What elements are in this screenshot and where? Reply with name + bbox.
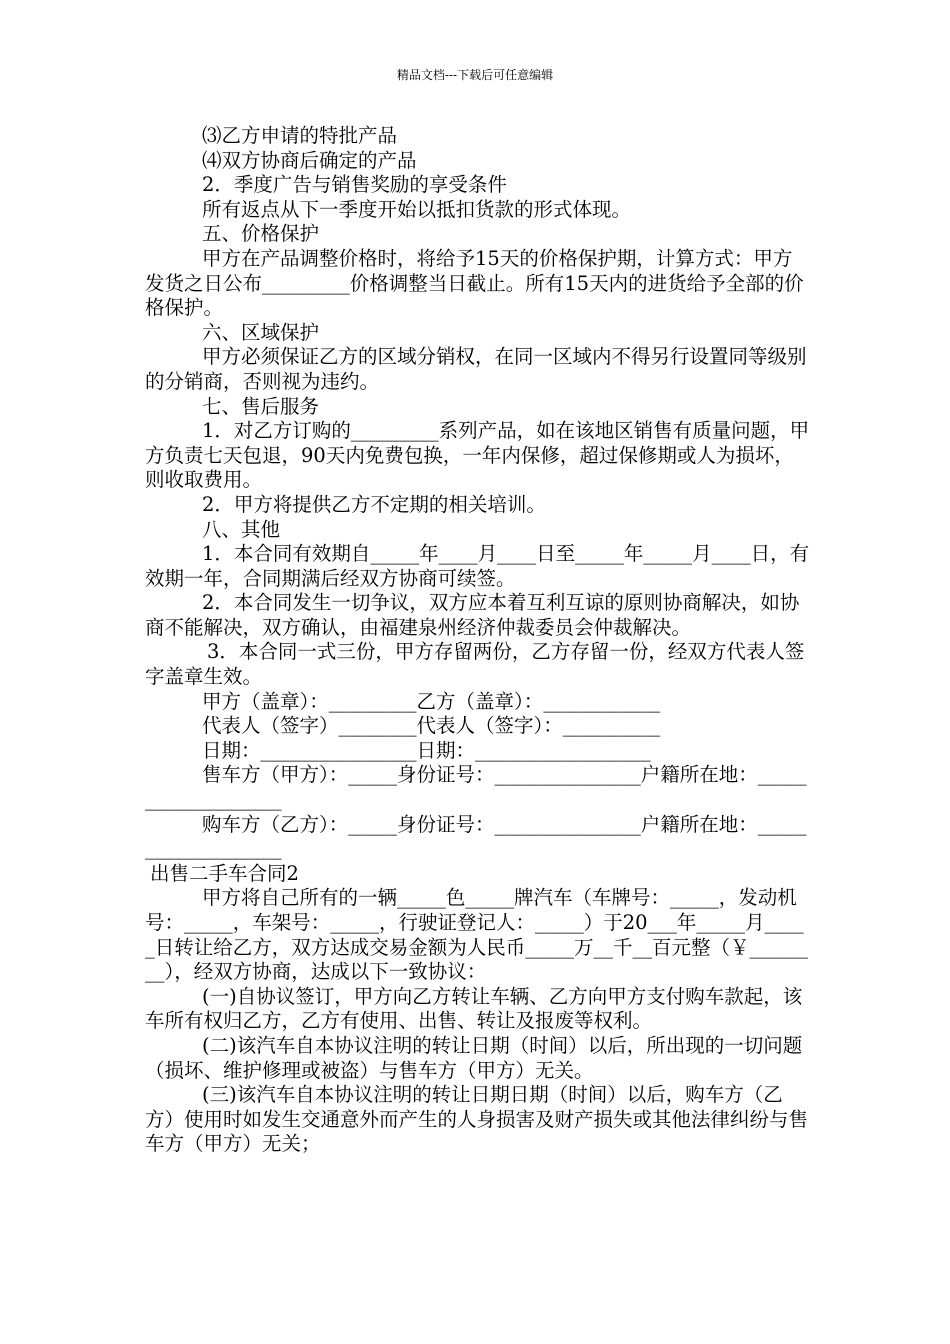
section-heading-other: 八、其他 bbox=[202, 517, 281, 541]
section-heading-region-protection: 六、区域保护 bbox=[202, 320, 320, 344]
page-header: 精品文档---下载后可任意编辑 bbox=[396, 68, 554, 82]
paragraph-3: 2．季度广告与销售奖励的享受条件 bbox=[202, 173, 507, 197]
paragraph-8: 甲方必须保证乙方的区域分销权，在同一区域内不得另行设置同等级别的分销商，否则视为违约。 bbox=[145, 345, 807, 393]
clause-3: (三)该汽车自本协议注明的转让日期日期（时间）以后，购车方（乙方）使用时如发生交通意外而产生的人身损害及财产损失或其他法律纠纷与售车方（甲方）无关； bbox=[145, 1083, 809, 1156]
clause-1: (一)自协议签订，甲方向乙方转让车辆、乙方向甲方支付购车款起，该车所有权归乙方，乙方有使用、出售、转让及报废等权利。 bbox=[145, 984, 803, 1033]
paragraph-4: 所有返点从下一季度开始以抵扣货款的形式体现。 bbox=[202, 197, 632, 221]
contract-title: 出售二手车合同2 bbox=[150, 861, 299, 885]
paragraph-13: 1．本合同有效期自_____年____月____日至_____年_____月____日，有效期一年，合同期满后经双方协商可续签。 bbox=[145, 542, 810, 590]
buyer-info-line: 购车方（乙方）：_____身份证号：_______________户籍所在地：___________________ bbox=[145, 812, 807, 861]
paragraph-15: 3．本合同一式三份，甲方存留两份，乙方存留一份，经双方代表人签字盖章生效。 bbox=[145, 640, 805, 689]
paragraph-2: ⑷双方协商后确定的产品 bbox=[202, 148, 417, 172]
section-heading-after-sales: 七、售后服务 bbox=[202, 394, 320, 418]
paragraph-10: 1．对乙方订购的_________系列产品，如在该地区销售有质量问题，甲方负责七天包退，90天内免费包换，一年内保修，超过保修期或人为损坏，则收取费用。 bbox=[145, 419, 810, 492]
section-heading-price-protection: 五、价格保护 bbox=[202, 222, 320, 246]
signature-line-seal: 甲方（盖章）：_________乙方（盖章）：____________ bbox=[202, 689, 661, 713]
paragraph-6: 甲方在产品调整价格时，将给予15天的价格保护期，计算方式：甲方发货之日公布_________价格调整当日截止。所有15天内的进货给予全部的价格保护。 bbox=[145, 246, 804, 320]
clause-2: (二)该汽车自本协议注明的转让日期（时间）以后，所出现的一切问题（损坏、维护修理或被盗）与售车方（甲方）无关。 bbox=[145, 1033, 803, 1082]
paragraph-11: 2．甲方将提供乙方不定期的相关培训。 bbox=[202, 492, 546, 516]
paragraph-14: 2．本合同发生一切争议，双方应本着互利互谅的原则协商解决，如协商不能解决，双方确认，由福建泉州经济仲裁委员会仲裁解决。 bbox=[145, 591, 800, 639]
document-body bbox=[145, 124, 810, 1157]
paragraph-1: ⑶乙方申请的特批产品 bbox=[202, 124, 398, 147]
signature-line-representative: 代表人（签字）________代表人（签字）：__________ bbox=[202, 714, 661, 738]
signature-line-date: 日期：________________日期：__________________ bbox=[202, 738, 651, 762]
paragraph-22: 甲方将自己所有的一辆_____色_____牌汽车（车牌号：_____，发动机号：_____，车架号：_____，行驶证登记人：_____）于20___年_____月_____日转让给乙方，双方达成交易金额为人民币_____万__千__百元整（￥________），经双方协商，达成以下一致协议： bbox=[145, 886, 809, 984]
seller-info-line: 售车方（甲方）：_____身份证号：_______________户籍所在地：___________________ bbox=[145, 763, 807, 812]
